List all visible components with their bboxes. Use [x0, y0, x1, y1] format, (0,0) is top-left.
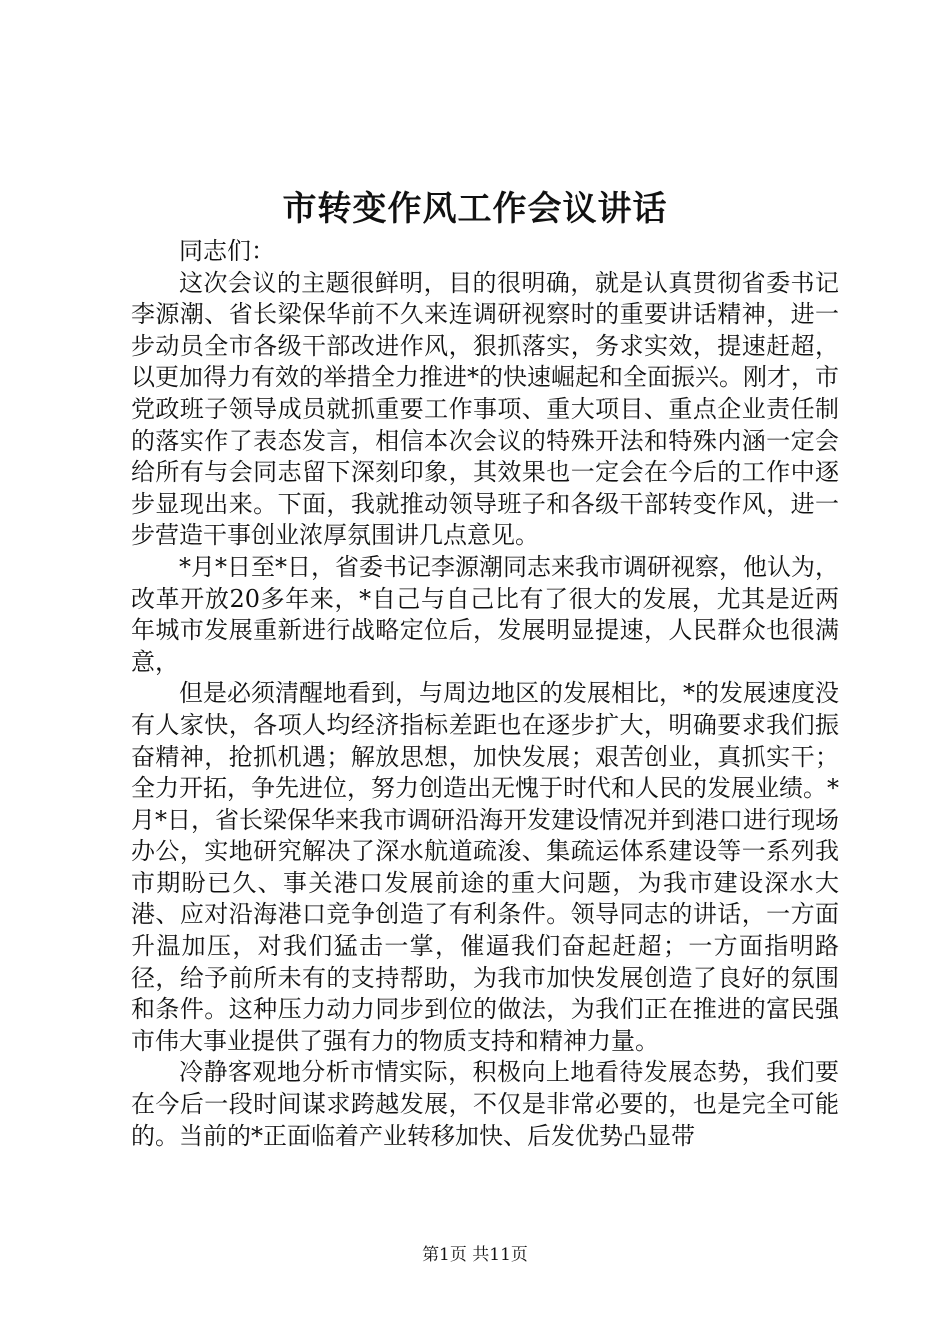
- page-number-footer: 第1页 共11页: [422, 1245, 528, 1265]
- document-body: [131, 236, 839, 1152]
- body-paragraph: 冷静客观地分析市情实际，积极向上地看待发展态势，我们要在今后一段时间谋求跨越发展，不仅是非常必要的，也是完全可能的。当前的*正面临着产业转移加快、后发优势凸显带: [131, 1058, 839, 1150]
- body-paragraph: 这次会议的主题很鲜明，目的很明确，就是认真贯彻省委书记李源潮、省长梁保华前不久来连调研视察时的重要讲话精神，进一步动员全市各级干部改进作风，狠抓落实，务求实效，提速赶超，以更加得力有效的举措全力推进*的快速崛起和全面振兴。刚才，市党政班子领导成员就抓重要工作事项、重大项目、重点企业责任制的落实作了表态发言，相信本次会议的特殊开法和特殊内涵一定会给所有与会同志留下深刻印象，其效果也一定会在今后的工作中逐步显现出来。下面，我就推动领导班子和各级干部转变作风，进一步营造干事创业浓厚氛围讲几点意见。: [131, 268, 839, 550]
- body-paragraph: 但是必须清醒地看到，与周边地区的发展相比，*的发展速度没有人家快，各项人均经济指标差距也在逐步扩大，明确要求我们振奋精神，抢抓机遇；解放思想，加快发展；艰苦创业，真抓实干；全力开拓，争先进位，努力创造出无愧于时代和人民的发展业绩。*月*日，省长梁保华来我市调研沿海开发建设情况并到港口进行现场办公，实地研究解决了深水航道疏浚、集疏运体系建设等一系列我市期盼已久、事关港口发展前途的重大问题，为我市建设深水大港、应对沿海港口竞争创造了有利条件。领导同志的讲话，一方面升温加压，对我们猛击一掌，催逼我们奋起赶超；一方面指明路径，给予前所未有的支持帮助，为我市加快发展创造了良好的氛围和条件。这种压力动力同步到位的做法，为我们正在推进的富民强市伟大事业提供了强有力的物质支持和精神力量。: [131, 679, 839, 1055]
- document-title: 市转变作风工作会议讲话: [282, 189, 668, 229]
- body-paragraph: *月*日至*日，省委书记李源潮同志来我市调研视察，他认为，改革开放20多年来，*自己与自己比有了很大的发展，尤其是近两年城市发展重新进行战略定位后，发展明显提速，人民群众也很满意，: [131, 552, 839, 676]
- salutation-paragraph: 同志们：: [179, 237, 275, 265]
